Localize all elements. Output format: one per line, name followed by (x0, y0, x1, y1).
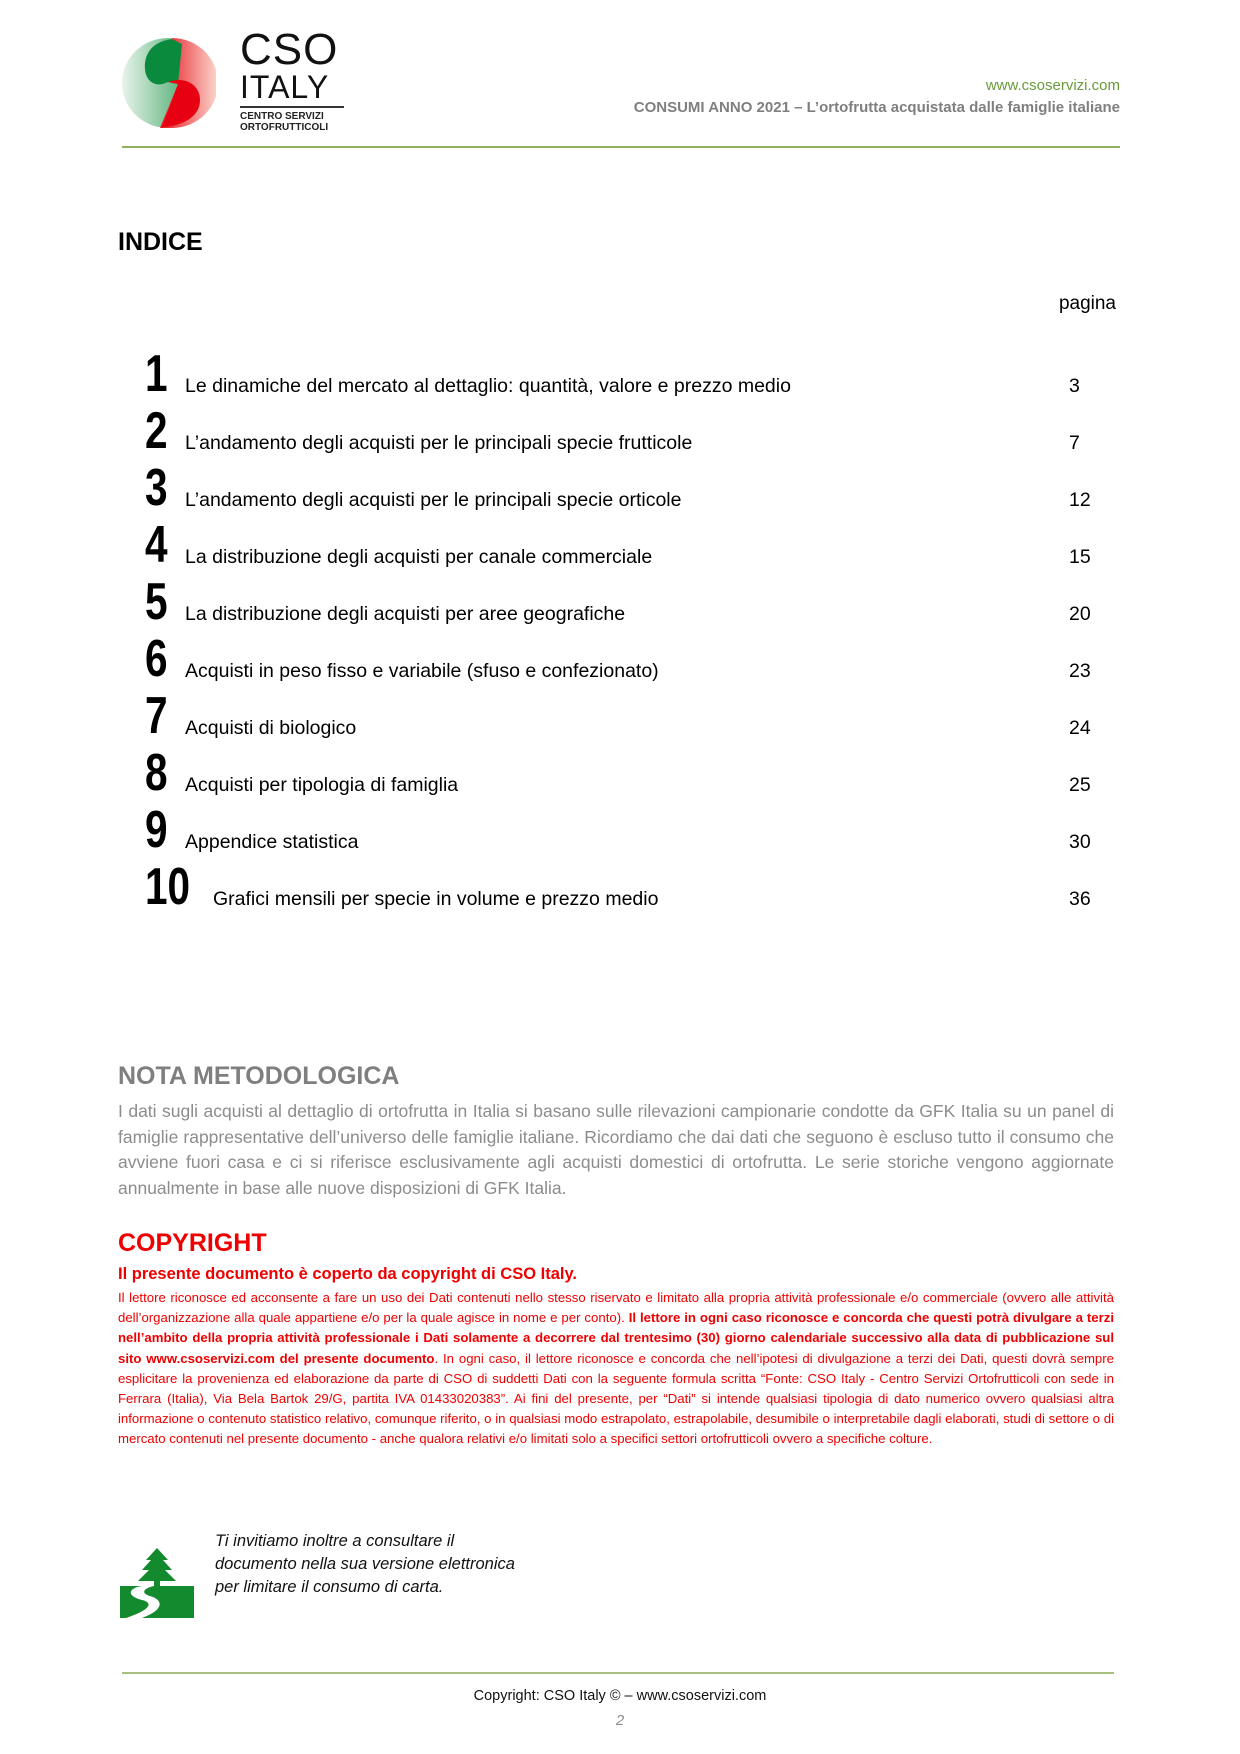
logo-name-italy: ITALY (240, 69, 330, 105)
toc-item[interactable] (145, 515, 1120, 574)
page-column-label: pagina (1058, 293, 1116, 314)
toc-item-number: 9 (145, 801, 168, 859)
header-divider (122, 146, 1120, 148)
toc-item-title[interactable]: L’andamento degli acquisti per le principali specie orticole (185, 489, 682, 511)
copyright-text-bold: Il lettore in ogni caso riconosce e concorda che questi potrà divulgare a terzi nell’ambito della propria attività professionale i Dati solamente a decorrere dal trentesimo (30) giorno calendariale successivo alla data di pubblicazione sul sito www.csoservizi.com del presente documento (118, 1310, 1114, 1366)
cso-logo-icon (120, 36, 216, 130)
logo-subtitle-1: CENTRO SERVIZI (240, 111, 324, 122)
toc-item-number: 4 (145, 516, 168, 574)
header-document-title: CONSUMI ANNO 2021 – L’ortofrutta acquistata dalle famiglie italiane (633, 99, 1120, 116)
toc-item[interactable] (145, 458, 1120, 517)
toc-item-title[interactable]: La distribuzione degli acquisti per canale commerciale (185, 546, 653, 568)
toc-item[interactable] (145, 344, 1120, 403)
footer-divider (122, 1672, 1114, 1674)
toc-item-title[interactable]: Grafici mensili per specie in volume e prezzo medio (213, 888, 659, 910)
toc-item-page[interactable]: 12 (1069, 489, 1091, 511)
logo-name: CSO (240, 25, 339, 74)
toc-item[interactable] (145, 686, 1120, 745)
cso-logo-text (240, 25, 344, 133)
toc-item-page[interactable]: 36 (1069, 888, 1091, 910)
toc-item[interactable] (145, 800, 1120, 859)
footer-copyright: Copyright: CSO Italy © – www.csoservizi.com (473, 1688, 767, 1704)
methodology-heading: NOTA METODOLOGICA (118, 1062, 400, 1090)
toc-item-title[interactable]: Acquisti in peso fisso e variabile (sfuso e confezionato) (185, 660, 659, 682)
eco-note-line: per limitare il consumo di carta. (215, 1578, 444, 1596)
copyright-heading: COPYRIGHT (118, 1229, 267, 1257)
eco-note-line: Ti invitiamo inoltre a consultare il (215, 1532, 455, 1550)
eco-note (215, 1530, 515, 1599)
toc-item-page[interactable]: 3 (1069, 375, 1080, 397)
index-heading: INDICE (118, 228, 203, 256)
toc-item[interactable] (145, 857, 1120, 916)
methodology-text: I dati sugli acquisti al dettaglio di ortofrutta in Italia si basano sulle rilevazioni campionarie condotte da GFK Italia su un panel di famiglie rappresentative dell’universo delle famiglie italiane. Ricordiamo che dai dati che seguono è escluso tutto il consumo che avviene fuori casa e ci si riferisce esclusivamente agli acquisti domestici di ortofrutta. Le serie storiche vengono aggiornate annualmente in base alle nuove disposizioni di GFK Italia. (118, 1101, 1114, 1198)
toc-item-page[interactable]: 7 (1069, 432, 1080, 454)
logo-subtitle-2: ORTOFRUTTICOLI (240, 122, 329, 133)
header-url-link[interactable]: www.csoservizi.com (985, 77, 1120, 94)
tree-road-icon (120, 1548, 194, 1618)
toc-item-title[interactable]: Acquisti di biologico (185, 717, 357, 739)
copyright-subtitle: Il presente documento è coperto da copyright di CSO Italy. (118, 1265, 578, 1283)
copyright-text-part1: Il lettore riconosce ed acconsente a fare un uso dei Dati contenuti nello stesso riservato e limitato alla propria attività professionale e/o commerciale (ovvero alle attività dell’organizzazione alla quale appartiene e/o per la quale agisce in nome e per conto). (118, 1290, 1114, 1326)
toc-item-page[interactable]: 25 (1069, 774, 1091, 796)
toc-item[interactable] (145, 743, 1120, 802)
toc-item-number: 5 (145, 573, 168, 631)
toc-item-title[interactable]: Appendice statistica (185, 831, 359, 853)
toc-item-title[interactable]: La distribuzione degli acquisti per aree geografiche (185, 603, 626, 625)
copyright-text (118, 1288, 1114, 1450)
toc-item-number: 3 (145, 459, 168, 517)
toc-item-page[interactable]: 20 (1069, 603, 1091, 625)
toc-item-page[interactable]: 24 (1069, 717, 1091, 739)
logo-divider (240, 106, 344, 108)
toc-item-number: 7 (145, 687, 168, 745)
toc-item-page[interactable]: 30 (1069, 831, 1091, 853)
toc-item[interactable] (145, 572, 1120, 631)
toc-item-page[interactable]: 23 (1069, 660, 1091, 682)
toc-item-title[interactable]: Acquisti per tipologia di famiglia (185, 774, 459, 796)
toc-item-number: 6 (145, 630, 168, 688)
cso-logo-mark (120, 36, 216, 130)
copyright-text-part2: . In ogni caso, il lettore riconosce e concorda che nell’ipotesi di divulgazione a terzi dei Dati, questi dovrà sempre esplicitare la provenienza ed elaborazione da parte di CSO di suddetti Dati con la seguente formula scritta “Fonte: CSO Italy - Centro Servizi Ortofrutticoli con sede in Ferrara (Italia), Via Bela Bartok 29/G, partita IVA 01433020383”. Ai fini del presente, per “Dati” si intende qualsiasi tipologia di dato numerico ovvero qualsiasi altra informazione o contenuto statistico relativo, comunque riferito, o in qualsiasi modo estrapolato, estrapolabile, desumibile o interpretabile dagli elaborati, studi di settore o di mercato contenuti nel presente documento - anche qualora relativi e/o limitati solo a specifici settori ortofrutticoli ovvero a specifiche colture. (118, 1350, 1114, 1447)
toc-item-number: 1 (145, 345, 168, 403)
toc-item-page[interactable]: 15 (1069, 546, 1091, 568)
toc-item-number: 2 (145, 402, 168, 460)
toc-item-title[interactable]: Le dinamiche del mercato al dettaglio: quantità, valore e prezzo medio (185, 375, 791, 397)
toc-item-number: 8 (145, 744, 168, 802)
toc-item-number: 10 (145, 858, 191, 916)
toc-item[interactable] (145, 401, 1120, 460)
toc-item-title[interactable]: L’andamento degli acquisti per le principali specie frutticole (185, 432, 693, 454)
toc-item[interactable] (145, 629, 1120, 688)
eco-note-line: documento nella sua versione elettronica (215, 1555, 515, 1573)
page-number: 2 (615, 1712, 625, 1729)
